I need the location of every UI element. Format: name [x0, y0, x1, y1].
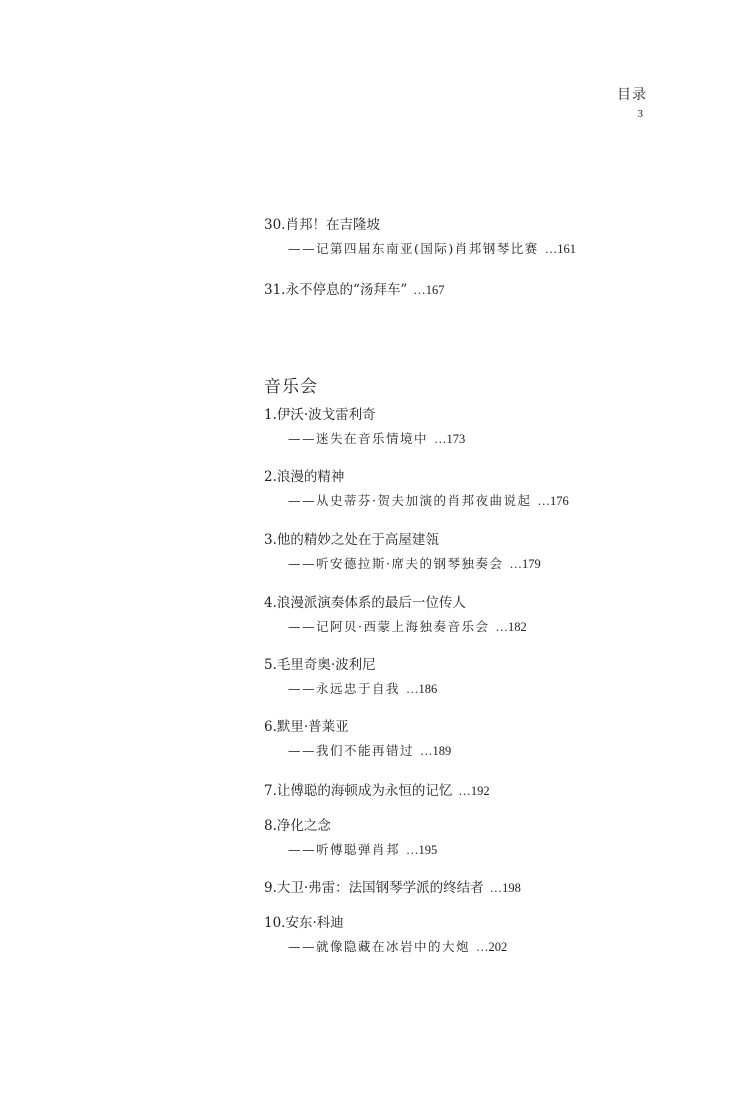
- toc-entry-title: 3.他的精妙之处在于高屋建瓴: [264, 532, 439, 548]
- toc-entry-title: 1.伊沃·波戈雷利奇: [264, 407, 376, 423]
- toc-entry-subtitle-line: [288, 430, 465, 448]
- toc-entry-page: …182: [495, 620, 527, 634]
- toc-entry-subtitle: ——从史蒂芬·贺夫加演的肖邦夜曲说起: [288, 493, 532, 508]
- toc-entry-subtitle-line: [288, 492, 569, 510]
- toc-entry-title-line: [264, 879, 521, 897]
- toc-entry-subtitle: ——听安德拉斯·席夫的钢琴独奏会: [288, 556, 504, 571]
- toc-entry-title: 4.浪漫派演奏体系的最后一位传人: [264, 595, 466, 611]
- running-head-title: 目录: [617, 87, 647, 103]
- toc-entry-page: …179: [509, 557, 541, 571]
- toc-entry-page: …189: [420, 744, 452, 758]
- toc-entry-title: 6.默里·普莱亚: [264, 719, 349, 735]
- toc-entry-title: 10.安东·科迪: [264, 915, 344, 931]
- toc-entry-page: …161: [544, 242, 577, 256]
- toc-entry-subtitle: ——就像隐藏在冰岩中的大炮: [288, 939, 471, 954]
- page-number: 3: [637, 108, 643, 120]
- toc-entry-title: 8.净化之念: [264, 818, 331, 834]
- toc-entry-subtitle: ——听傅聪弹肖邦: [288, 842, 401, 857]
- toc-entry-subtitle-line: [288, 618, 527, 636]
- toc-entry-page: …176: [537, 494, 569, 508]
- toc-entry-subtitle-line: [288, 841, 437, 859]
- toc-entry-subtitle-line: [288, 555, 541, 573]
- toc-entry-subtitle: ——记阿贝·西蒙上海独奏音乐会: [288, 619, 490, 634]
- toc-entry-subtitle: ——记第四届东南亚(国际)肖邦钢琴比赛: [288, 241, 539, 256]
- toc-entry-page: …192: [458, 784, 490, 798]
- toc-entry-subtitle-line: [288, 240, 576, 258]
- toc-entry-page: …186: [406, 682, 438, 696]
- toc-entry-page: …198: [489, 881, 521, 895]
- toc-entry-title: 9.大卫·弗雷：法国钢琴学派的终结者: [264, 880, 484, 896]
- section-heading: 音乐会: [264, 377, 318, 397]
- toc-entry-page: …167: [413, 283, 445, 297]
- toc-entry-title-line: [264, 281, 445, 299]
- toc-entry-title: 31.永不停息的“汤拜车”: [264, 282, 408, 298]
- toc-entry-page: …173: [434, 432, 466, 446]
- toc-entry-title-line: [264, 782, 490, 800]
- toc-entry-page: …202: [476, 940, 508, 954]
- toc-entry-page: …195: [406, 843, 438, 857]
- toc-entry-subtitle: ——迷失在音乐情境中: [288, 431, 429, 446]
- toc-entry-subtitle: ——永远忠于自我: [288, 681, 401, 696]
- toc-entry-title: 5.毛里奇奥·波利尼: [264, 657, 376, 673]
- toc-entry-subtitle-line: [288, 680, 437, 698]
- toc-entry-subtitle: ——我们不能再错过: [288, 743, 415, 758]
- toc-entry-subtitle-line: [288, 742, 451, 760]
- toc-entry-subtitle-line: [288, 938, 507, 956]
- toc-entry-title: 7.让傅聪的海顿成为永恒的记忆: [264, 783, 453, 799]
- toc-entry-title: 30.肖邦！在吉隆坡: [264, 217, 380, 233]
- toc-entry-title: 2.浪漫的精神: [264, 469, 345, 485]
